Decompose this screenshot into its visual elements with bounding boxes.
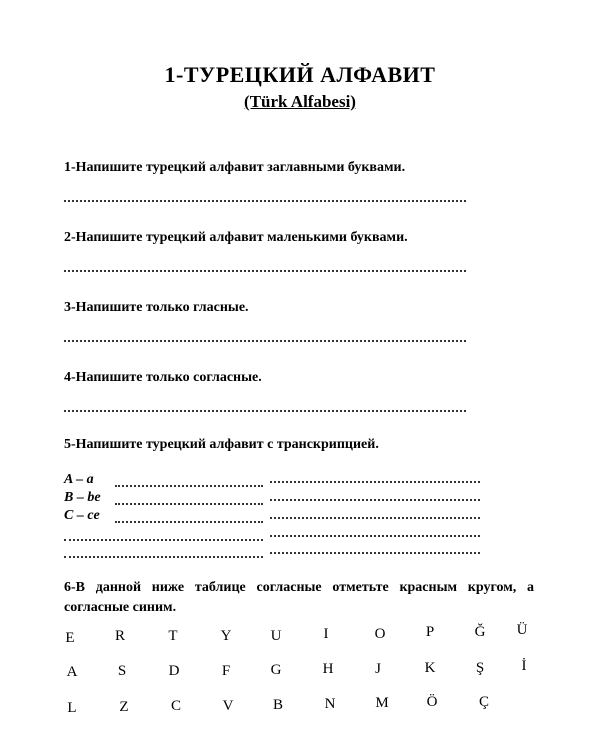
letter-cell[interactable]: F <box>221 663 231 679</box>
question-3: 3-Напишите только гласные. <box>64 300 249 315</box>
question-5: 5-Напишите турецкий алфавит с транскрипцией. <box>64 437 379 452</box>
letter-cell[interactable]: B <box>272 697 283 713</box>
letter-cell[interactable]: Z <box>119 699 129 715</box>
letter-cell[interactable]: Ü <box>516 622 528 638</box>
letter-cell[interactable]: K <box>424 660 436 676</box>
answer-line-4[interactable] <box>64 410 466 412</box>
question-2: 2-Напишите турецкий алфавит маленькими буквами. <box>64 230 408 245</box>
letter-cell[interactable]: I <box>323 626 329 642</box>
transcription-line-b-left[interactable] <box>115 503 263 505</box>
letter-cell[interactable]: V <box>222 698 234 714</box>
transcription-row-b: B – be <box>64 490 101 505</box>
letter-cell[interactable]: Ç <box>478 694 489 710</box>
letter-cell[interactable]: D <box>168 663 180 679</box>
letter-cell[interactable]: Ö <box>426 694 438 710</box>
transcription-line-a-right[interactable] <box>270 481 480 483</box>
transcription-line-c-left[interactable] <box>115 521 263 523</box>
letter-cell[interactable]: Ğ <box>474 624 486 640</box>
transcription-line-e-left[interactable] <box>64 556 263 558</box>
letter-cell[interactable]: M <box>375 695 389 711</box>
letter-cell[interactable]: N <box>324 696 336 712</box>
letter-cell[interactable]: Ş <box>475 660 485 676</box>
letter-cell[interactable]: L <box>67 700 77 716</box>
answer-line-3[interactable] <box>64 340 466 342</box>
answer-line-2[interactable] <box>64 270 466 272</box>
transcription-line-b-right[interactable] <box>270 499 480 501</box>
letter-cell[interactable]: S <box>117 663 127 679</box>
letter-cell[interactable]: E <box>65 630 75 646</box>
letter-cell[interactable]: G <box>270 662 282 678</box>
transcription-row-a: A – a <box>64 472 94 487</box>
page-title: 1-ТУРЕЦКИЙ АЛФАВИТ <box>164 62 436 87</box>
transcription-line-d-right[interactable] <box>270 535 480 537</box>
transcription-line-d-left[interactable] <box>64 539 263 541</box>
question-6: 6-В данной ниже таблице согласные отметьте красным кругом, а согласные синим. <box>64 580 534 615</box>
letter-cell[interactable]: O <box>374 626 386 642</box>
letter-cell[interactable]: T <box>168 628 178 644</box>
letter-grid <box>0 620 600 720</box>
letter-cell[interactable]: J <box>375 661 381 677</box>
letter-cell[interactable]: H <box>322 661 334 677</box>
letter-cell[interactable]: R <box>114 628 125 644</box>
transcription-row-c: C – ce <box>64 508 100 523</box>
question-4: 4-Напишите только согласные. <box>64 370 262 385</box>
transcription-line-c-right[interactable] <box>270 517 480 519</box>
answer-line-1[interactable] <box>64 200 466 202</box>
transcription-line-a-left[interactable] <box>115 485 263 487</box>
letter-cell[interactable]: U <box>270 628 282 644</box>
transcription-line-e-right[interactable] <box>270 552 480 554</box>
question-1: 1-Напишите турецкий алфавит заглавными буквами. <box>64 160 406 175</box>
page-subtitle: (Türk Alfabesi) <box>244 92 356 111</box>
letter-cell[interactable]: C <box>170 698 181 714</box>
letter-cell[interactable]: Y <box>220 628 232 644</box>
letter-cell[interactable]: A <box>66 664 78 680</box>
letter-cell[interactable]: İ <box>521 658 527 674</box>
letter-cell[interactable]: P <box>425 624 435 640</box>
